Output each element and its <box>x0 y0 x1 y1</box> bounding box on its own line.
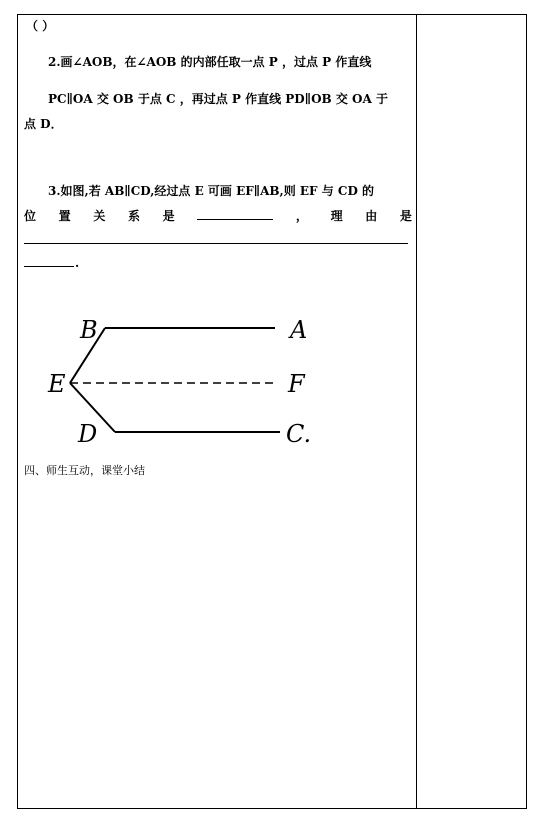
answer-paren: （ ） <box>26 19 55 33</box>
label-f: F <box>288 370 305 398</box>
period: . <box>75 256 80 270</box>
question-2-line-2: PC∥OA 交 OB 于点 C ，再过点 P 作直线 PD∥OB 交 OA 于 <box>48 92 388 106</box>
label-a: A <box>290 316 308 344</box>
word: 置 <box>58 209 71 223</box>
question-2-line-1: 2.画∠AOB，在∠AOB 的内部任取一点 P ，过点 P 作直线 <box>48 55 372 69</box>
word: 是 <box>399 209 412 223</box>
word: 系 <box>127 209 140 223</box>
question-2-line-3: 点 D． <box>24 117 63 131</box>
section-summary: 四、师生互动，课堂小结 <box>24 464 145 477</box>
label-d: D <box>78 420 98 448</box>
word: 由 <box>365 209 378 223</box>
comma: ， <box>295 209 308 223</box>
label-e: E <box>48 370 66 398</box>
label-c: C. <box>286 420 312 448</box>
word: 位 <box>24 209 37 223</box>
word: 是 <box>162 209 175 223</box>
label-b: B <box>80 316 98 344</box>
question-3-line-1: 3.如图,若 AB∥CD,经过点 E 可画 EF∥AB,则 EF 与 CD 的 <box>48 184 375 198</box>
word: 理 <box>330 209 343 223</box>
word: 关 <box>93 209 106 223</box>
